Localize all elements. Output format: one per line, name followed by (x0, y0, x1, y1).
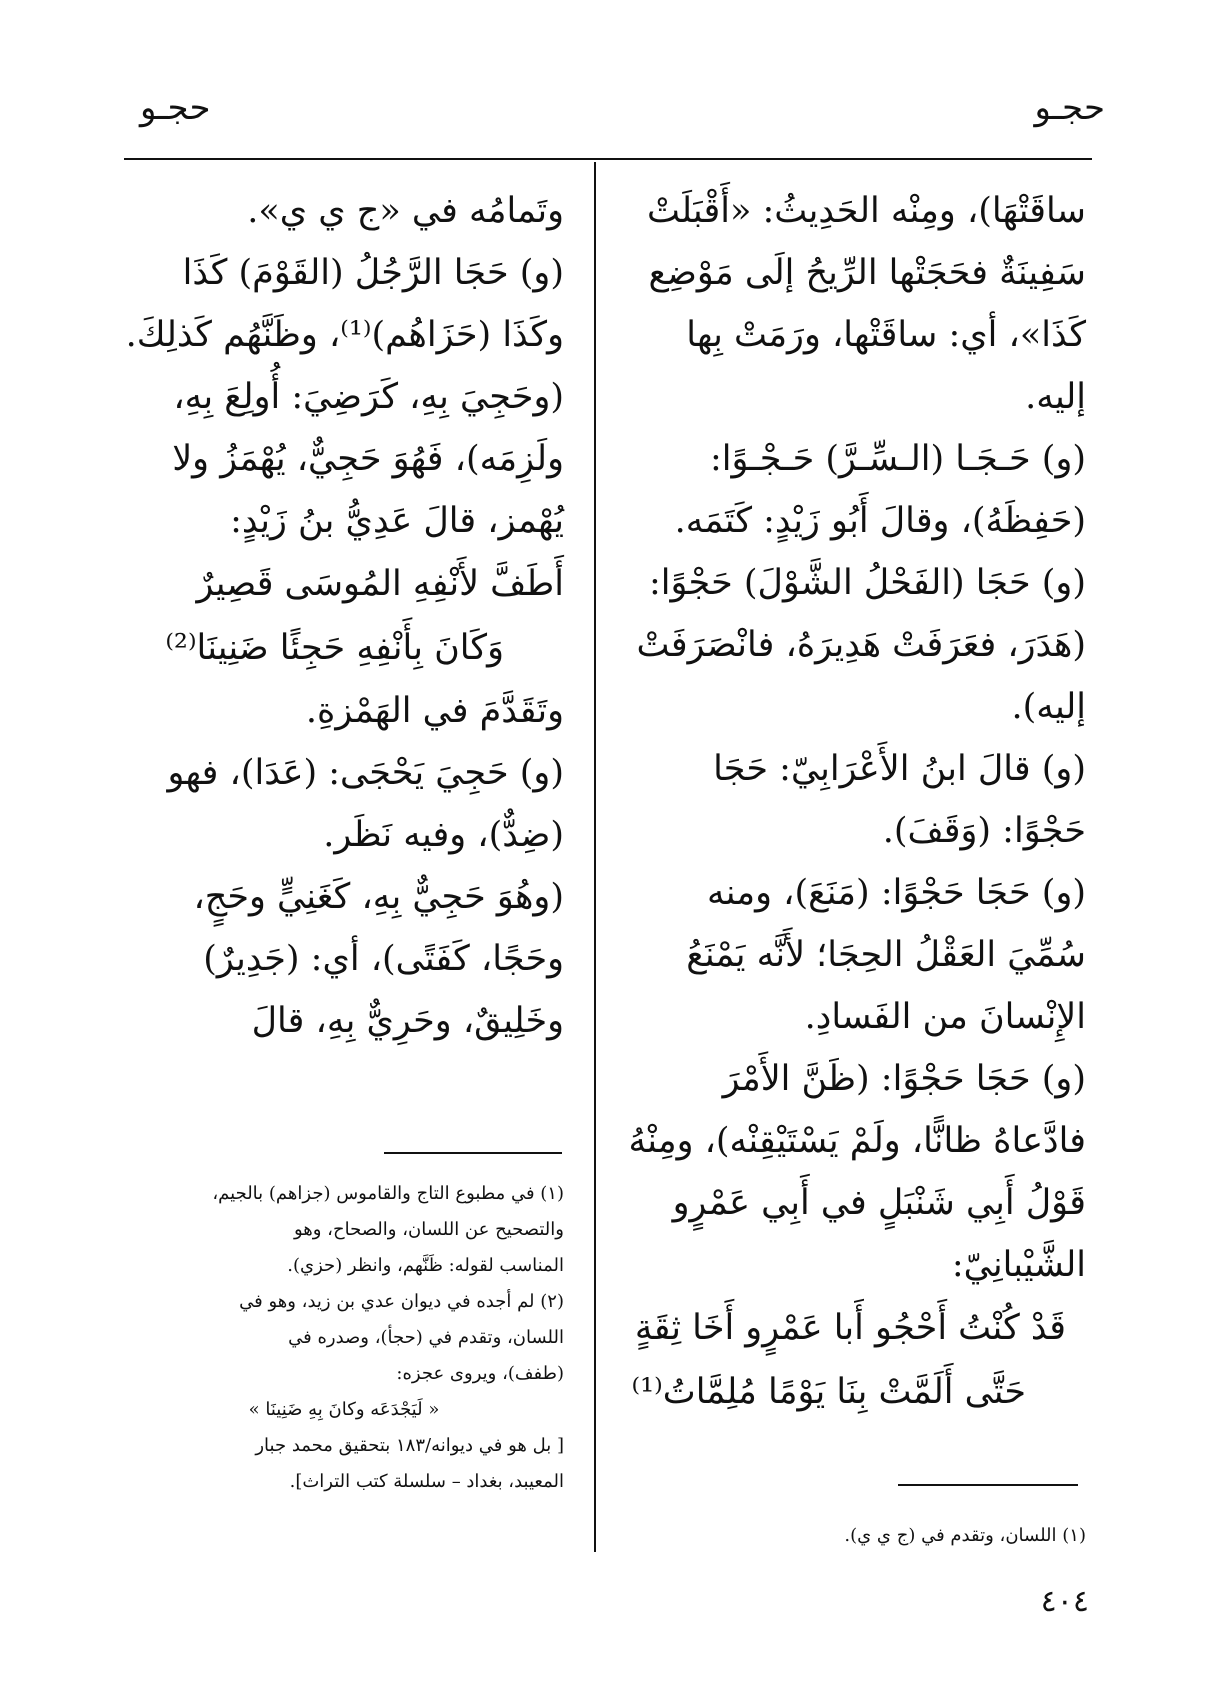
text-line: (و) قالَ ابنُ الأَعْرَابِيّ: حَجَا (713, 749, 1086, 789)
header-rule (124, 158, 1092, 160)
text-line: (و) حَـجَـا (الـسِّـرَّ) حَـجْـوًا: (709, 439, 1086, 479)
footnote-line: (١) في مطبوع التاج والقاموس (جزاهم) بالجيم، (212, 1183, 564, 1204)
text-line: وتَقَدَّمَ في الهَمْزةِ. (305, 691, 564, 731)
text-line: وكَذَا (حَزَاهُم)⁽¹⁾، وظَنَّهُم كَذلِكَ. (125, 315, 564, 355)
text-line: (و) حَجَا حَجْوًا: (ظَنَّ الأَمْرَ (722, 1059, 1086, 1099)
text-line: وخَلِيقٌ، وحَرِيٌّ بِهِ، قالَ (251, 1001, 564, 1041)
footnotes-right (646, 1518, 1086, 1554)
running-header-left: حجـو (140, 88, 211, 128)
text-line: (و) حَجَا (الفَحْلُ الشَّوْلَ) حَجْوًا: (648, 563, 1086, 603)
verse-line: حَتَّى أَلَمَّتْ بِنَا يَوْمًا مُلِمَّاتُ⁽¹⁾ (631, 1372, 1026, 1412)
footnote-line: والتصحيح عن اللسان، والصحاح، وهو (293, 1219, 564, 1240)
footnote-line: [ بل هو في ديوانه/١٨٣ بتحقيق محمد جبار (255, 1435, 564, 1456)
footnotes-left (124, 1176, 564, 1500)
right-column (628, 180, 1086, 1424)
text-line: وتَمامُه في «ج ي ي». (247, 191, 564, 231)
left-column (124, 180, 564, 1052)
footnote-line: (٢) لم أجده في ديوان عدي بن زيد، وهو في (239, 1291, 564, 1312)
text-line: (هَدَرَ، فعَرَفَتْ هَدِيرَهُ، فانْصَرَفَتْ (636, 625, 1086, 665)
text-line: (و) حَجَا حَجْوًا: (مَنَعَ)، ومنه (707, 873, 1086, 913)
footnote-line: (طفف)، ويروى عجزه: (396, 1363, 564, 1384)
text-line: يُهْمز، قالَ عَدِيُّ بنُ زَيْدٍ: (230, 501, 564, 541)
column-divider (594, 162, 596, 1552)
text-line: (حَفِظَهُ)، وقالَ أَبُو زَيْدٍ: كَتَمَه. (674, 501, 1086, 541)
text-line: كَذَا»، أي: ساقَتْها، ورَمَتْ بِها (686, 315, 1086, 355)
page-number: ٤٠٤ (1040, 1584, 1089, 1619)
text-line: إليه. (1025, 377, 1086, 417)
verse-line: قَدْ كُنْتُ أَحْجُو أَبا عَمْرٍو أَخَا ثِقَةٍ (634, 1308, 1066, 1348)
text-line: ساقَتْهَا)، ومِنْه الحَدِيثُ: «أَقْبَلَتْ (646, 191, 1086, 231)
footnote-line: (١) اللسان، وتقدم في (ج ي ي). (844, 1525, 1086, 1546)
verse-line: أَطَفَّ لأَنْفِهِ المُوسَى قَصِيرٌ (196, 564, 564, 604)
text-line: فادَّعاهُ ظانًّا، ولَمْ يَسْتَيْقِنْه)، ومِنْهُ (628, 1121, 1086, 1161)
text-line: الشَّيْبانِيّ: (951, 1245, 1086, 1285)
text-line: (ضِدٌّ)، وفيه نَظَر. (323, 815, 564, 855)
text-line: حَجْوًا: (وَقَفَ). (882, 811, 1086, 851)
footnote-line: « لَيَجْدَعَه وكانَ بِهِ ضَنِينَا » (248, 1399, 440, 1420)
footnote-line: المناسب لقوله: ظَنَّهم، وانظر (حزي). (287, 1255, 564, 1276)
text-line: قَوْلُ أَبِي شَنْبَلٍ في أَبِي عَمْرٍو (672, 1183, 1086, 1223)
text-line: (و) حَجِيَ يَحْجَى: (عَدَا)، فهو (167, 753, 564, 793)
footnote-line: اللسان، وتقدم في (حجأ)، وصدره في (288, 1327, 564, 1348)
text-line: الإِنْسانَ من الفَسادِ. (804, 997, 1086, 1037)
text-line: (وهُوَ حَجِيٌّ بِهِ، كَغَنِيٍّ وحَجٍ، (193, 877, 564, 917)
text-line: (وحَجِيَ بِهِ، كَرَضِيَ: أُولِعَ بِهِ، (173, 377, 564, 417)
text-line: سُمِّيَ العَقْلُ الحِجَا؛ لأَنَّه يَمْنَعُ (686, 935, 1086, 975)
text-line: وحَجًا، كَفَتًى)، أي: (جَدِيرٌ) (203, 939, 564, 979)
footnote-line: المعيبد، بغداد – سلسلة كتب التراث]. (289, 1471, 564, 1492)
running-header-right: حجـو (1034, 88, 1105, 128)
text-line: (و) حَجَا الرَّجُلُ (القَوْمَ) كَذَا (182, 253, 564, 293)
footnote-rule-right (898, 1484, 1078, 1486)
text-line: سَفِينَةٌ فحَجَتْها الرِّيحُ إلَى مَوْضِع (648, 253, 1086, 293)
verse-line: وَكَانَ بِأَنْفِهِ حَجِئًا ضَنِينَا⁽²⁾ (165, 628, 504, 668)
text-line: ولَزِمَه)، فَهُوَ حَجِيٌّ، يُهْمَزُ ولا (172, 439, 564, 479)
footnote-rule-left (384, 1152, 562, 1154)
text-line: إليه). (1011, 687, 1086, 727)
